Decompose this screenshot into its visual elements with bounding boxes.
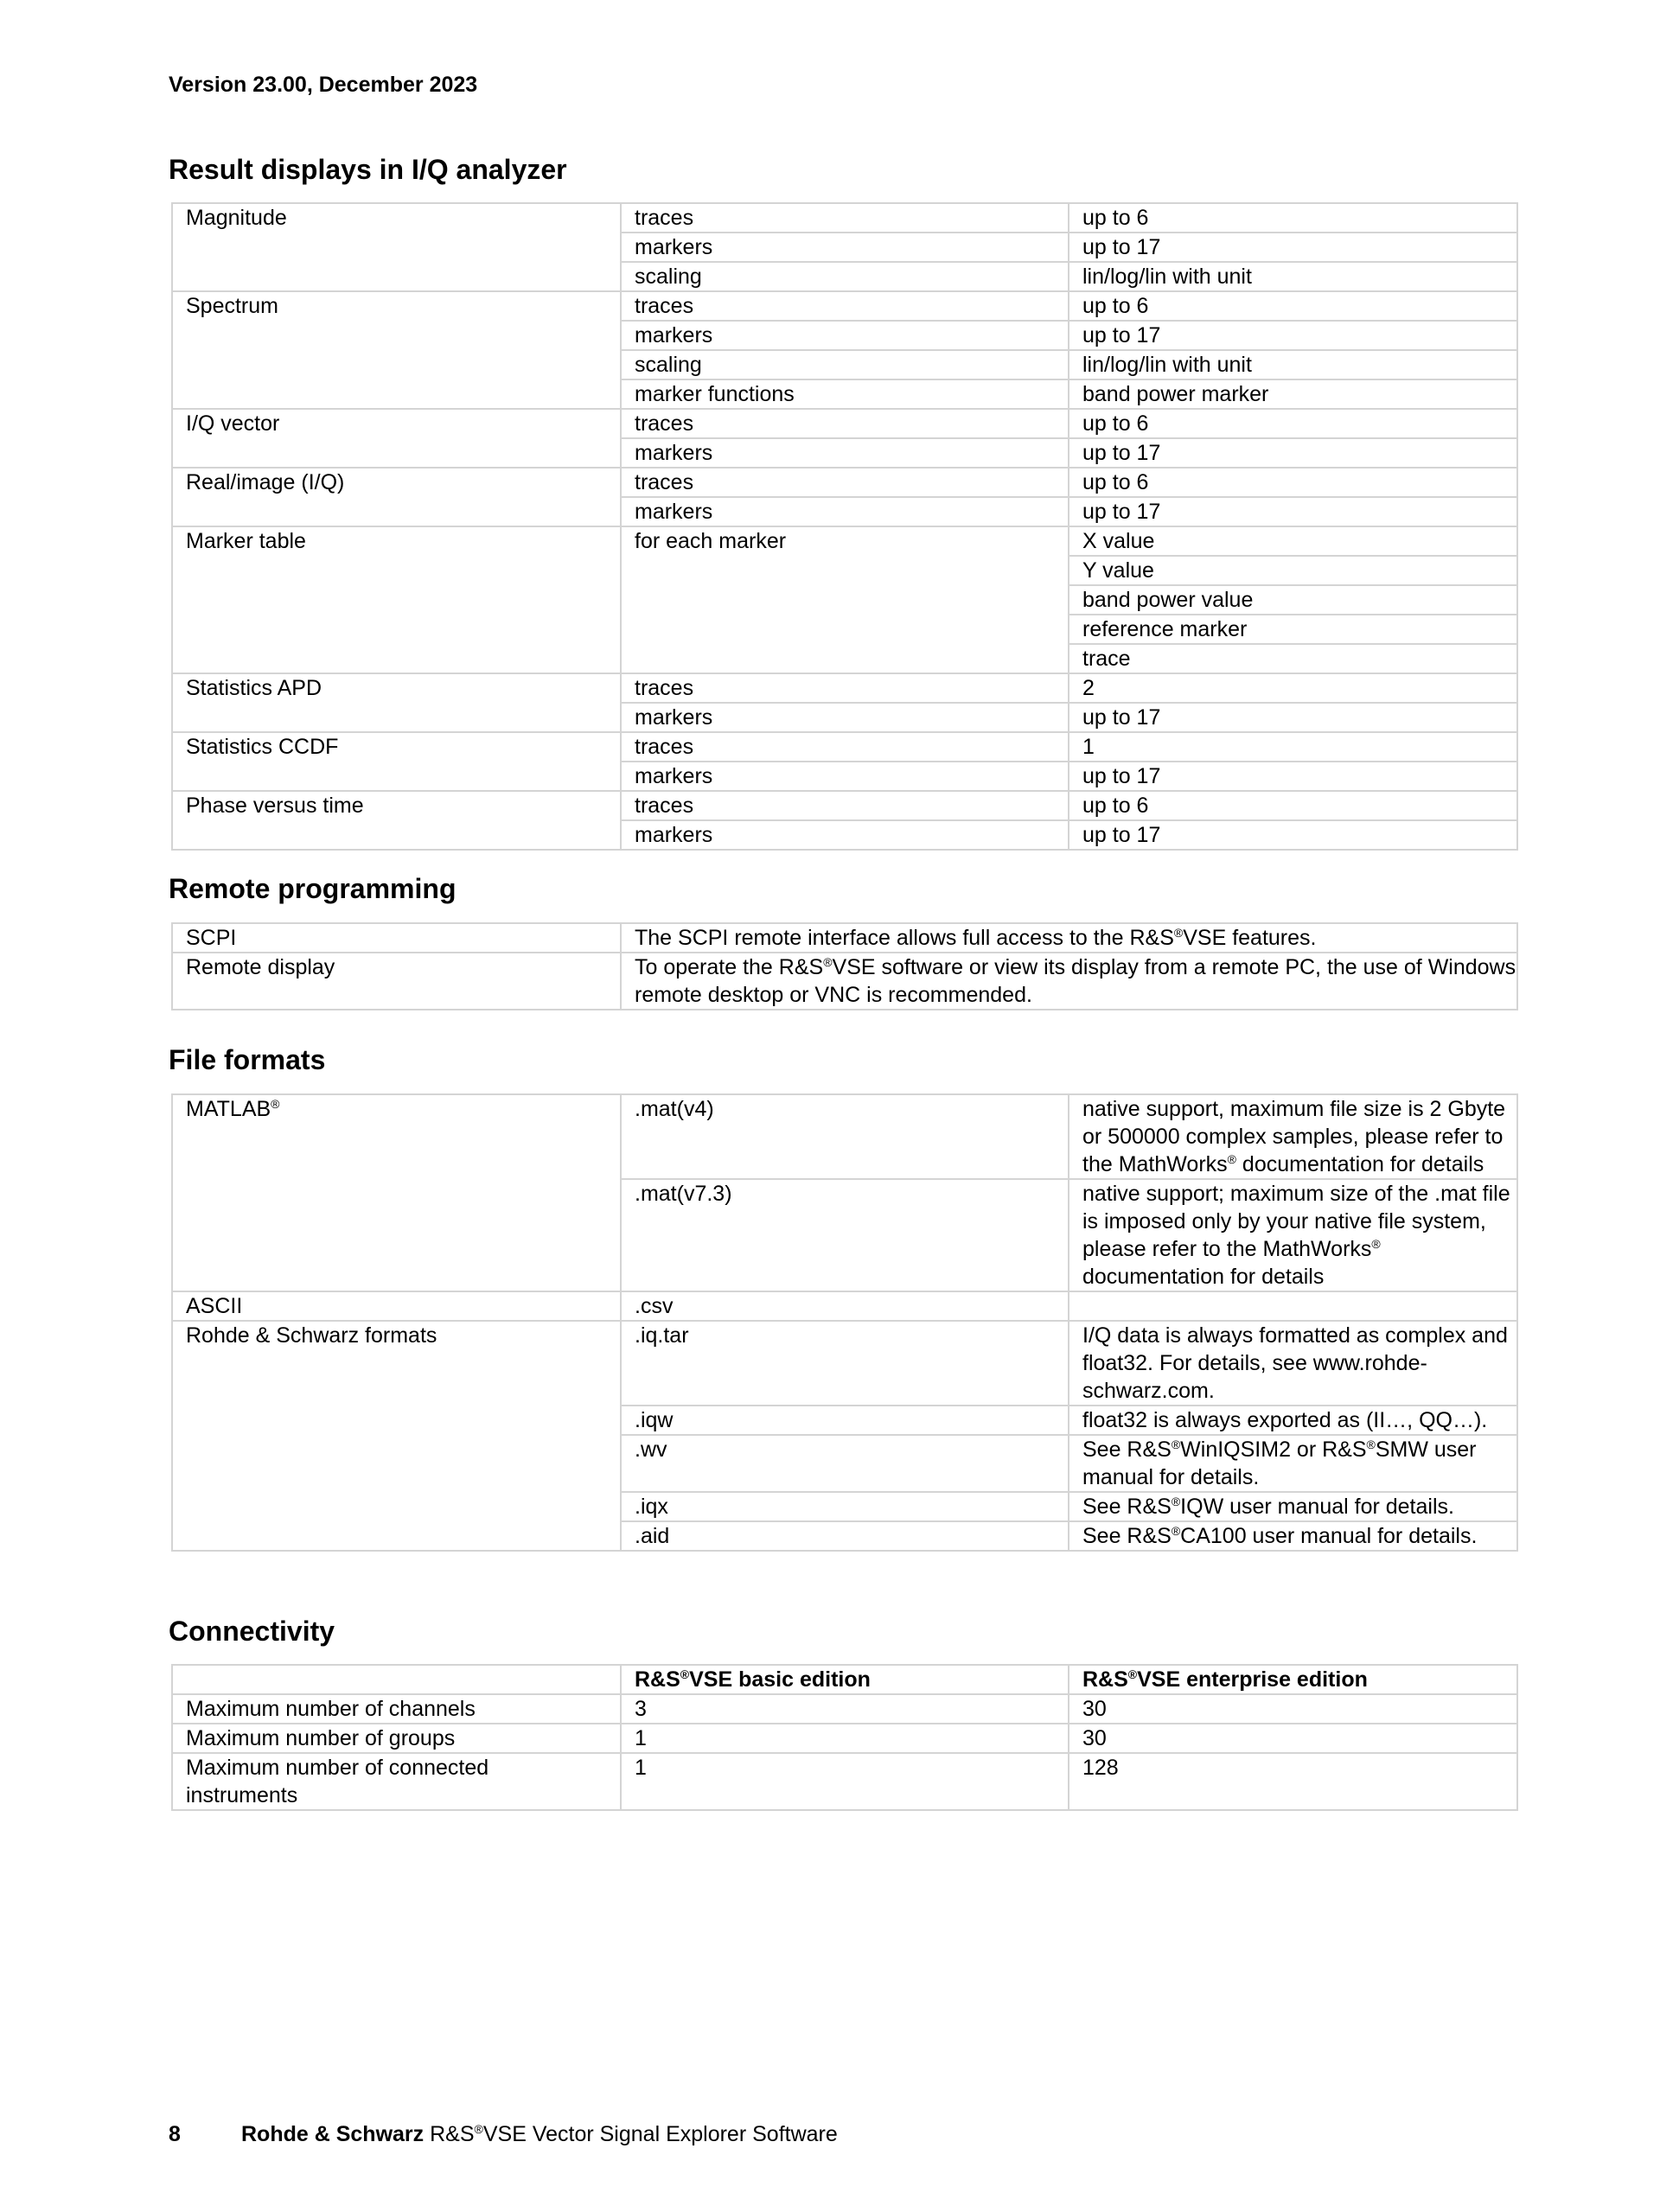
registered-mark: ®: [474, 2122, 483, 2136]
registered-mark: ®: [271, 1097, 280, 1111]
param-cell: traces: [621, 468, 1069, 497]
display-name: Spectrum: [172, 291, 621, 409]
value-cell: up to 17: [1069, 233, 1517, 262]
value-cell: lin/log/lin with unit: [1069, 350, 1517, 379]
value-cell: I/Q data is always formatted as complex and float32. For details, see www.rohde-schwarz.com.: [1069, 1321, 1517, 1406]
value-cell: Y value: [1069, 556, 1517, 585]
registered-mark: ®: [1371, 1237, 1381, 1251]
text-segment: IQW user manual for details.: [1180, 1495, 1454, 1519]
value-cell: [1069, 1094, 1517, 1179]
text-segment: SMW user manual for details.: [1082, 1437, 1477, 1489]
table-row: [172, 291, 1517, 321]
value-cell: trace: [1069, 644, 1517, 673]
row-label: SCPI: [172, 923, 621, 953]
display-name: I/Q vector: [172, 409, 621, 468]
row-label: Maximum number of channels: [172, 1694, 621, 1724]
param-cell: markers: [621, 762, 1069, 791]
text-segment: VSE enterprise edition: [1137, 1667, 1368, 1692]
registered-mark: ®: [1227, 1152, 1236, 1166]
table-row: [172, 526, 1517, 556]
enterprise-value: 30: [1069, 1694, 1517, 1724]
value-cell: up to 17: [1069, 703, 1517, 732]
header-empty-cell: [172, 1665, 621, 1694]
value-cell: up to 6: [1069, 468, 1517, 497]
value-cell: up to 6: [1069, 791, 1517, 820]
param-cell: markers: [621, 233, 1069, 262]
param-cell: markers: [621, 438, 1069, 468]
table-row: [172, 953, 1517, 1010]
remote-programming-table: [171, 922, 1518, 1010]
text-segment: The SCPI remote interface allows full access to the R&S: [635, 926, 1174, 950]
registered-mark: ®: [680, 1667, 690, 1681]
param-cell: marker functions: [621, 379, 1069, 409]
text-segment: native support, maximum file size is 2 Gbyte or 500000 complex samples, please refer to the MathWorks: [1082, 1097, 1506, 1176]
registered-mark: ®: [823, 955, 833, 969]
value-cell: up to 6: [1069, 409, 1517, 438]
table-header-row: [172, 1665, 1517, 1694]
display-name: Statistics APD: [172, 673, 621, 732]
format-cell: .aid: [621, 1521, 1069, 1551]
footer-product-name: VSE Vector Signal Explorer Software: [482, 2122, 838, 2146]
value-cell: reference marker: [1069, 615, 1517, 644]
text-segment: documentation for details: [1082, 1265, 1325, 1289]
section-title-remote-programming: Remote programming: [169, 873, 456, 904]
text-segment: WinIQSIM2 or R&S: [1180, 1437, 1367, 1462]
description-cell: [621, 953, 1517, 1010]
result-displays-table: [171, 202, 1518, 851]
section-title-file-formats: File formats: [169, 1044, 326, 1075]
value-cell: [1069, 1521, 1517, 1551]
text-segment: documentation for details: [1235, 1152, 1484, 1176]
table-row: [172, 732, 1517, 762]
header-basic-edition: [621, 1665, 1069, 1694]
param-cell: traces: [621, 673, 1069, 703]
row-label: Maximum number of groups: [172, 1724, 621, 1753]
text-segment: To operate the R&S: [635, 955, 824, 979]
text-segment: MATLAB: [186, 1097, 271, 1121]
value-cell: up to 17: [1069, 321, 1517, 350]
text-segment: CA100 user manual for details.: [1180, 1524, 1478, 1548]
format-group-label: ASCII: [172, 1291, 621, 1321]
registered-mark: ®: [1173, 926, 1184, 940]
param-cell: traces: [621, 732, 1069, 762]
enterprise-value: 30: [1069, 1724, 1517, 1753]
text-segment: VSE basic edition: [689, 1667, 871, 1692]
value-cell: up to 17: [1069, 438, 1517, 468]
value-cell: X value: [1069, 526, 1517, 556]
row-label: Remote display: [172, 953, 621, 1010]
table-row: [172, 923, 1517, 953]
format-cell: .mat(v4): [621, 1094, 1069, 1179]
page-number: 8: [169, 2122, 181, 2146]
display-name: Marker table: [172, 526, 621, 673]
value-cell: [1069, 1179, 1517, 1291]
value-cell: up to 17: [1069, 497, 1517, 526]
table-row: [172, 1724, 1517, 1753]
format-cell: .wv: [621, 1435, 1069, 1492]
header-enterprise-edition: [1069, 1665, 1517, 1694]
format-cell: .mat(v7.3): [621, 1179, 1069, 1291]
file-formats-table: [171, 1093, 1518, 1552]
table-row: [172, 1321, 1517, 1406]
basic-value: 1: [621, 1724, 1069, 1753]
value-cell: up to 6: [1069, 291, 1517, 321]
registered-mark: ®: [1366, 1437, 1376, 1451]
table-row: [172, 203, 1517, 233]
table-row: [172, 1291, 1517, 1321]
enterprise-value: 128: [1069, 1753, 1517, 1810]
footer-brand: Rohde & Schwarz: [241, 2122, 425, 2146]
text-segment: R&S: [1082, 1667, 1128, 1692]
registered-mark: ®: [1127, 1667, 1138, 1681]
param-cell: for each marker: [621, 526, 1069, 673]
param-cell: markers: [621, 703, 1069, 732]
table-row: [172, 1753, 1517, 1810]
registered-mark: ®: [1171, 1524, 1181, 1538]
value-cell: up to 17: [1069, 820, 1517, 850]
basic-value: 1: [621, 1753, 1069, 1810]
display-name: Statistics CCDF: [172, 732, 621, 791]
section-title-connectivity: Connectivity: [169, 1616, 335, 1647]
table-row: [172, 791, 1517, 820]
value-cell: [1069, 1291, 1517, 1321]
section-title-result-displays: Result displays in I/Q analyzer: [169, 154, 567, 185]
version-header: Version 23.00, December 2023: [169, 73, 478, 97]
text-segment: R&S: [424, 2122, 475, 2146]
table-row: [172, 673, 1517, 703]
param-cell: markers: [621, 820, 1069, 850]
text-segment: R&S: [635, 1667, 680, 1692]
param-cell: traces: [621, 791, 1069, 820]
text-segment: native support; maximum size of the .mat file is imposed only by your native file system, please refer to the MathWorks: [1082, 1182, 1510, 1261]
value-cell: [1069, 1435, 1517, 1492]
param-cell: scaling: [621, 262, 1069, 291]
param-cell: traces: [621, 291, 1069, 321]
value-cell: 1: [1069, 732, 1517, 762]
value-cell: lin/log/lin with unit: [1069, 262, 1517, 291]
text-segment: See R&S: [1082, 1524, 1172, 1548]
value-cell: band power value: [1069, 585, 1517, 615]
value-cell: 2: [1069, 673, 1517, 703]
registered-mark: ®: [1171, 1437, 1181, 1451]
param-cell: markers: [621, 497, 1069, 526]
format-cell: .iq.tar: [621, 1321, 1069, 1406]
registered-mark: ®: [1171, 1495, 1181, 1508]
param-cell: scaling: [621, 350, 1069, 379]
connectivity-table: [171, 1664, 1518, 1811]
display-name: Phase versus time: [172, 791, 621, 850]
table-row: [172, 1694, 1517, 1724]
value-cell: [1069, 1492, 1517, 1521]
param-cell: traces: [621, 203, 1069, 233]
value-cell: up to 17: [1069, 762, 1517, 791]
value-cell: up to 6: [1069, 203, 1517, 233]
text-segment: See R&S: [1082, 1437, 1172, 1462]
format-cell: .iqx: [621, 1492, 1069, 1521]
display-name: Real/image (I/Q): [172, 468, 621, 526]
format-group-label: [172, 1094, 621, 1291]
format-cell: .csv: [621, 1291, 1069, 1321]
text-segment: See R&S: [1082, 1495, 1172, 1519]
row-label: Maximum number of connected instruments: [172, 1753, 621, 1810]
text-segment: VSE software or view its display from a remote PC, the use of Windows remote desktop or VNC is recommended.: [635, 955, 1516, 1007]
format-cell: .iqw: [621, 1406, 1069, 1435]
basic-value: 3: [621, 1694, 1069, 1724]
page-footer: [169, 2122, 838, 2147]
param-cell: markers: [621, 321, 1069, 350]
format-group-label: Rohde & Schwarz formats: [172, 1321, 621, 1551]
value-cell: float32 is always exported as (II…, QQ…).: [1069, 1406, 1517, 1435]
table-row: [172, 409, 1517, 438]
value-cell: band power marker: [1069, 379, 1517, 409]
param-cell: traces: [621, 409, 1069, 438]
table-row: [172, 468, 1517, 497]
description-cell: [621, 923, 1517, 953]
display-name: Magnitude: [172, 203, 621, 291]
table-row: [172, 1094, 1517, 1179]
text-segment: VSE features.: [1183, 926, 1317, 950]
